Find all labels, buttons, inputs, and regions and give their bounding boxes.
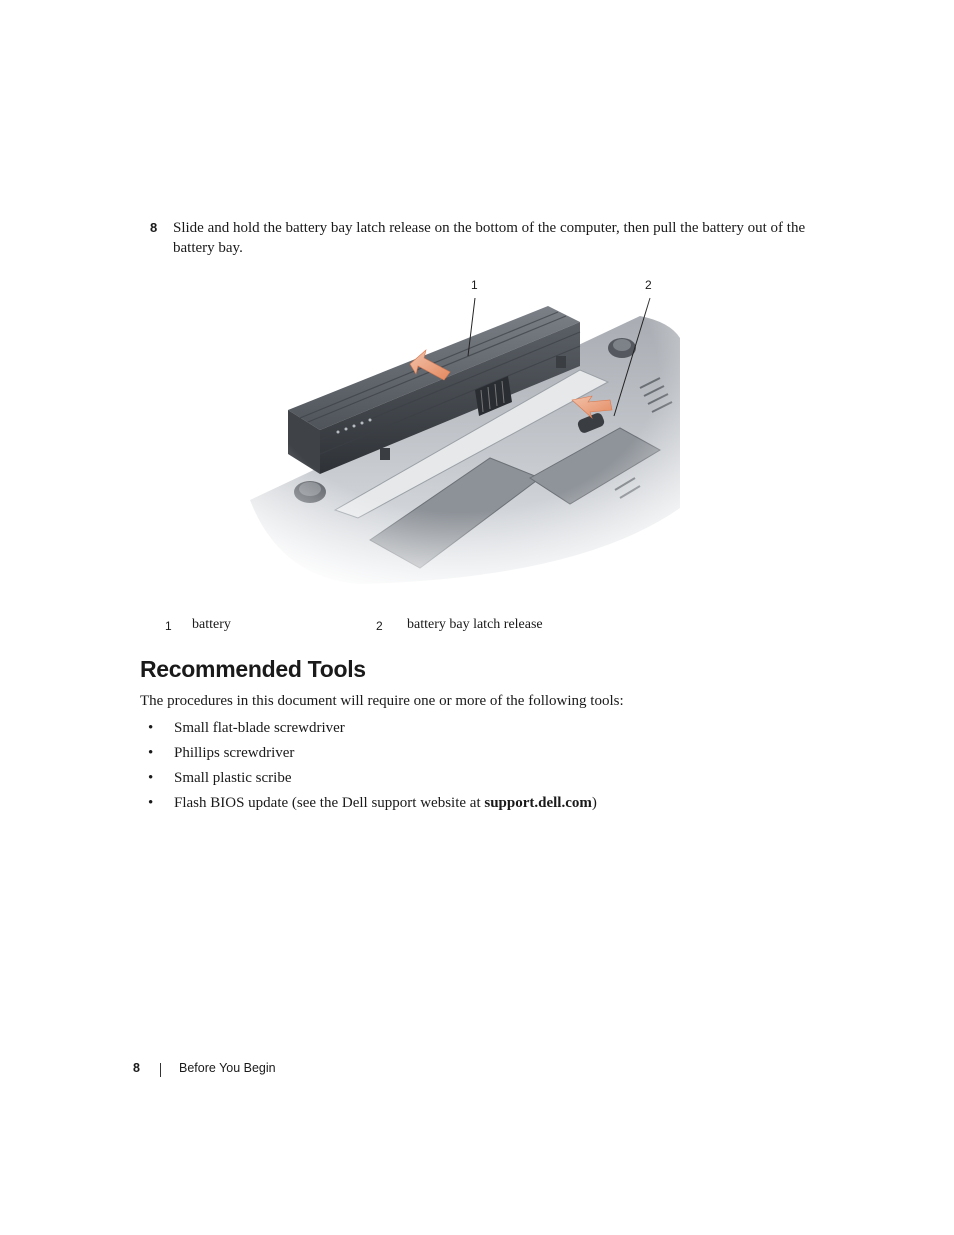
- support-link[interactable]: support.dell.com: [484, 795, 592, 811]
- list-item: [148, 768, 597, 793]
- list-item-text: Phillips screwdriver: [174, 745, 295, 761]
- page-number: 8: [133, 1061, 140, 1075]
- tools-list: [148, 718, 597, 818]
- callout-2: 2: [645, 278, 652, 292]
- footer-divider: [160, 1063, 161, 1077]
- list-item: [148, 793, 597, 818]
- list-item: [148, 743, 597, 768]
- step-text: Slide and hold the battery bay latch release on the bottom of the computer, then pull the battery out of the battery bay.: [173, 220, 806, 256]
- callout-1: 1: [471, 278, 478, 292]
- section-heading: Recommended Tools: [140, 656, 366, 682]
- bullet-icon: •: [148, 795, 154, 811]
- list-item-text-prefix: Flash BIOS update (see the Dell support website at: [174, 795, 485, 811]
- battery-removal-drawing: [240, 278, 680, 590]
- section-intro: The procedures in this document will require one or more of the following tools:: [140, 693, 624, 709]
- bullet-icon: •: [148, 770, 154, 786]
- list-item: [148, 718, 597, 743]
- step-number: 8: [150, 220, 158, 235]
- legend-number: 2: [376, 619, 383, 633]
- legend-label: battery: [192, 617, 231, 632]
- list-item-text-suffix: ): [591, 795, 597, 811]
- bullet-icon: •: [148, 745, 154, 761]
- legend-number: 1: [165, 619, 172, 633]
- list-item-text: Small plastic scribe: [174, 770, 292, 786]
- legend-label: battery bay latch release: [407, 617, 543, 632]
- footer-section-title: Before You Begin: [179, 1061, 276, 1075]
- bullet-icon: •: [148, 720, 154, 736]
- list-item-text: Small flat-blade screwdriver: [174, 720, 345, 736]
- battery-removal-illustration: [240, 278, 680, 590]
